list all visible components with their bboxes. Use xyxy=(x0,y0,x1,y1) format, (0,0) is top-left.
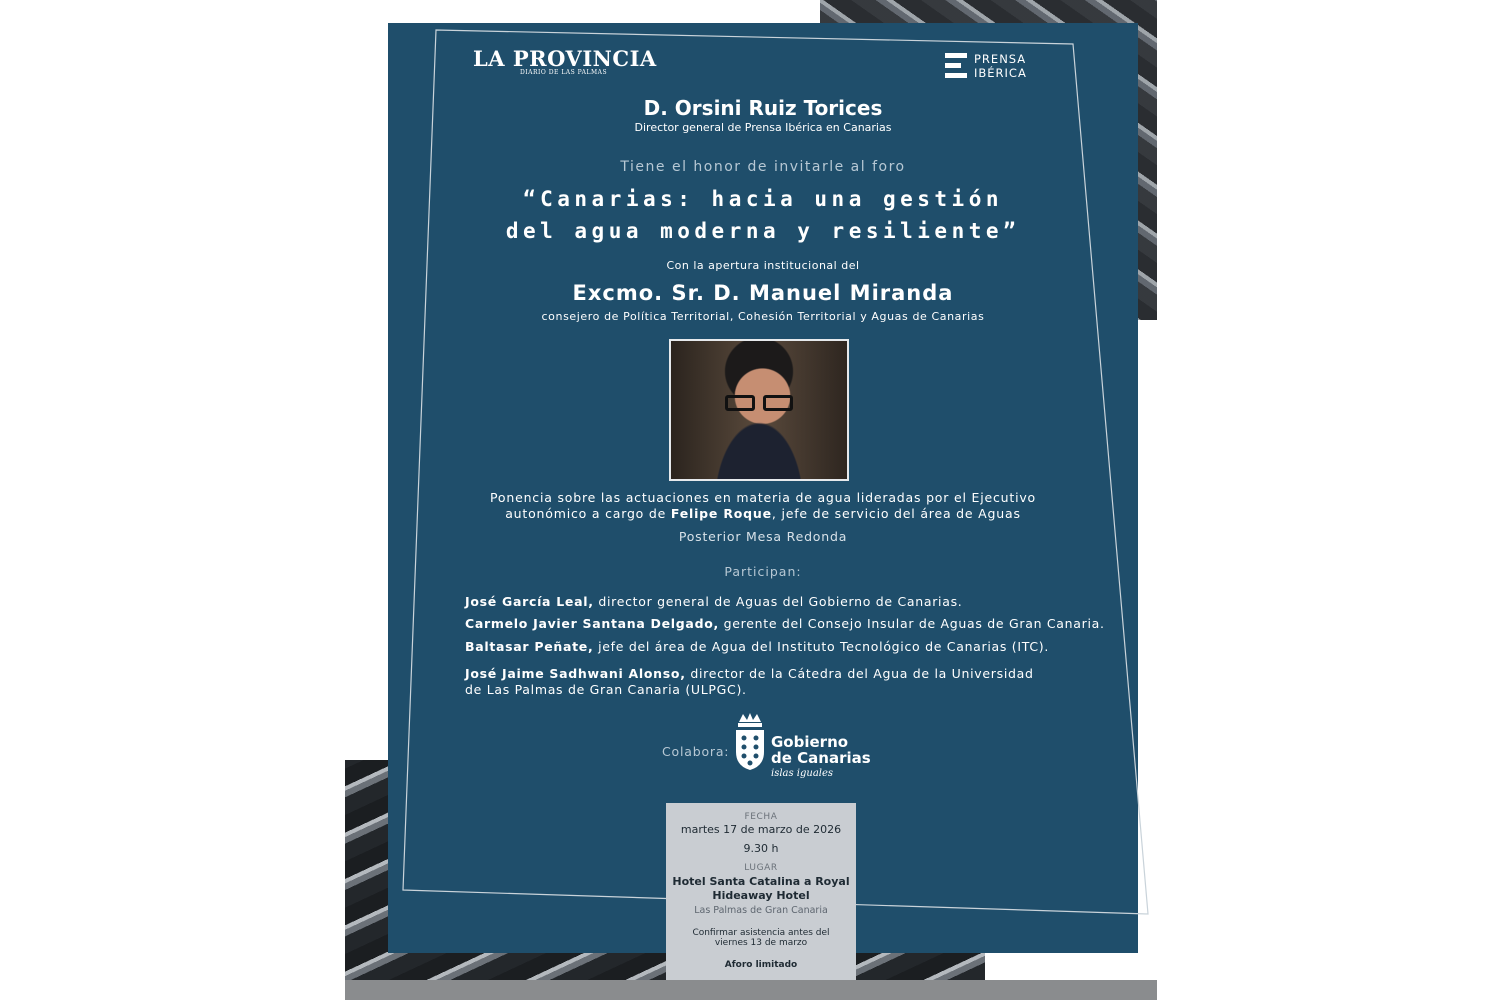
host-name: D. Orsini Ruiz Torices xyxy=(643,96,883,120)
bottom-strip xyxy=(345,980,1157,1000)
collab-label: Colabora: xyxy=(662,744,730,759)
event-info-box xyxy=(666,803,856,980)
participant-item: Carmelo Javier Santana Delgado, gerente del Consejo Insular de Aguas de Gran Canaria. xyxy=(465,616,1105,631)
opening-label: Con la apertura institucional del xyxy=(666,259,860,272)
participant-item: José García Leal, director general de Aguas del Gobierno de Canarias. xyxy=(465,594,963,609)
date-label: FECHA xyxy=(744,812,778,822)
rsvp-line2: viernes 13 de marzo xyxy=(714,938,808,948)
host-role: Director general de Prensa Ibérica en Canarias xyxy=(634,121,892,134)
prensa-iberica-mark-icon xyxy=(945,53,967,79)
participant-item: Baltasar Peñate, jefe del área de Agua del Instituto Tecnológico de Canarias (ITC). xyxy=(465,639,1050,654)
lecture-description xyxy=(388,490,1138,522)
la-provincia-subtitle: DIARIO DE LAS PALMAS xyxy=(520,69,608,76)
forum-title-line1: “Canarias: hacia una gestión xyxy=(522,187,1003,211)
lecture-line2: autonómico a cargo de Felipe Roque, jefe de servicio del área de Aguas xyxy=(505,506,1021,521)
capacity-note: Aforo limitado xyxy=(724,960,798,970)
event-date: martes 17 de marzo de 2026 xyxy=(680,823,842,836)
prensa-iberica-line1: PRENSA xyxy=(974,52,1027,66)
gobierno-de-canarias-logo xyxy=(733,712,871,784)
round-table-label: Posterior Mesa Redonda xyxy=(678,529,848,544)
speaker-name: Excmo. Sr. D. Manuel Miranda xyxy=(572,281,954,305)
invitation-text: Tiene el honor de invitarle al foro xyxy=(620,159,906,175)
venue-line2: Hideaway Hotel xyxy=(712,889,810,902)
participants-heading: Participan: xyxy=(724,564,802,579)
participant-item: José Jaime Sadhwani Alonso, director de la Cátedra del Agua de la Universidad de Las Palmas de Gran Canaria (ULPGC). xyxy=(465,666,1034,697)
prensa-iberica-logo xyxy=(945,52,1027,80)
speaker-photo xyxy=(669,339,849,481)
speaker-role: consejero de Política Territorial, Cohesión Territorial y Aguas de Canarias xyxy=(541,310,985,323)
venue-city: Las Palmas de Gran Canaria xyxy=(694,905,828,916)
forum-title xyxy=(388,183,1138,247)
prensa-iberica-line2: IBÉRICA xyxy=(974,66,1027,80)
rsvp-line1: Confirmar asistencia antes del xyxy=(692,928,830,938)
gobierno-de-canarias-tagline: islas iguales xyxy=(771,768,834,779)
coat-of-arms-icon xyxy=(733,712,767,772)
event-time: 9.30 h xyxy=(743,842,779,855)
place-label: LUGAR xyxy=(744,863,778,873)
venue-line1: Hotel Santa Catalina a Royal xyxy=(672,875,850,888)
forum-title-line2: del agua moderna y resiliente” xyxy=(505,219,1021,243)
glasses-shape xyxy=(721,395,799,413)
lecture-speaker-name: Felipe Roque xyxy=(670,506,772,521)
lecture-line1: Ponencia sobre las actuaciones en materia de agua lideradas por el Ejecutivo xyxy=(490,490,1036,505)
gobierno-de-canarias-name: Gobierno de Canarias xyxy=(771,733,871,767)
la-provincia-logo: LA PROVINCIA xyxy=(473,46,657,71)
